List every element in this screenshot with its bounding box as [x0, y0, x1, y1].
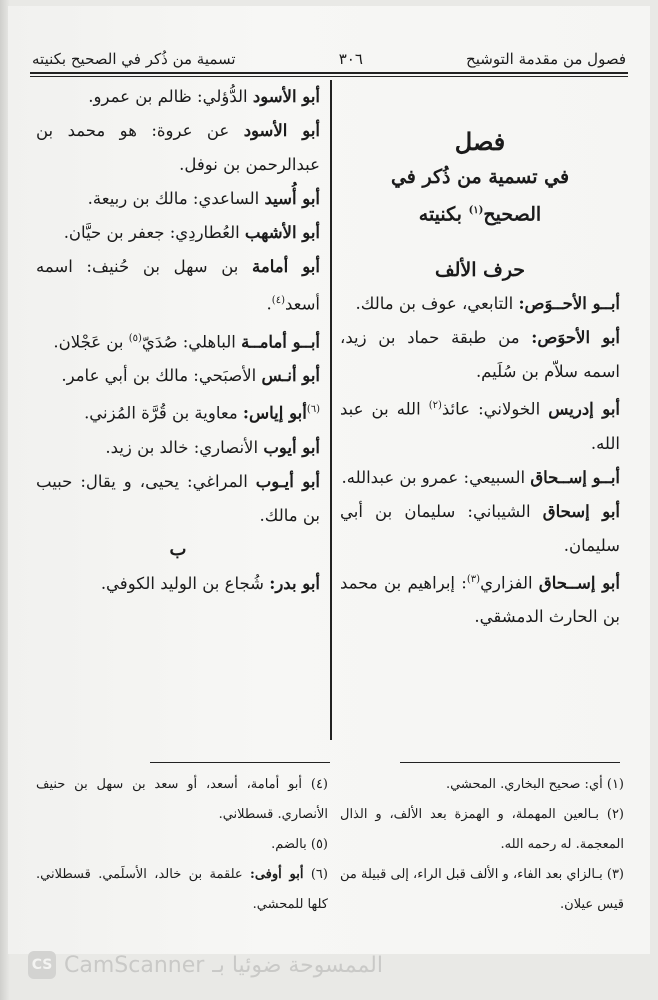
watermark-brand: CamScanner: [64, 952, 205, 978]
entry: [36, 567, 320, 601]
entry-kunya: أبو أيـوب: [255, 471, 320, 491]
entry-text: الله بن عبد الله.: [340, 399, 620, 453]
footnote: (٢) بـالعين المهملة، و الهمزة بعد الألف، و الذال المعجمة. له رحمه الله.: [340, 807, 624, 852]
footnote-rule-left: [150, 762, 330, 763]
entry-text: .: [266, 294, 272, 314]
entry-text: بن عَجْلان.: [53, 332, 129, 351]
entry-text: الخولاني: عائذ: [441, 399, 549, 419]
footnote-ref: (١): [468, 205, 484, 216]
footnote-ref: (٤): [271, 295, 285, 306]
entry: [36, 216, 320, 250]
footnote-kunya: أبو أوفى:: [250, 867, 304, 882]
footnote-ref: (٦): [306, 404, 320, 415]
entry-text: العُطاردِي: جعفر بن حيَّان.: [63, 223, 245, 242]
chapter-title-block: [340, 124, 620, 231]
header-left-title: تسمية من ذُكر في الصحيح بكنيته: [32, 50, 236, 68]
entry-kunya: أبو الأسود: [243, 121, 320, 140]
header-right-title: فصول من مقدمة التوشيح: [466, 50, 626, 68]
footnote-text: علقمة بن خالد، الأسلَمي. قسطلاني. كلها للمحشي.: [36, 867, 328, 912]
footnote-ref: (٥): [128, 332, 142, 344]
entry-kunya: أبو أنـس: [261, 366, 320, 385]
entry-text: عن عروة: هو محمد بن عبدالرحمن بن نوفل.: [36, 121, 320, 174]
scanner-watermark: [0, 945, 658, 985]
letter-heading: حرف الألف: [434, 259, 526, 282]
entry-kunya: أبو الأحوَص:: [531, 328, 620, 348]
entry-kunya: أبو الأشهب: [244, 223, 320, 242]
subtitle-word: الصحيح: [483, 203, 542, 226]
entry-kunya: أبو أمامة: [252, 257, 320, 276]
subtitle-word: بكنيته: [418, 203, 462, 226]
header-rule-thin: [30, 76, 628, 77]
entry-kunya: أبو الأسود: [252, 87, 320, 106]
entry: [36, 465, 320, 533]
entry: [340, 389, 620, 461]
column-divider: [330, 80, 332, 740]
entry-kunya: أبو أيوب: [263, 437, 320, 457]
entry: [340, 461, 620, 495]
camscanner-logo-icon: CS: [28, 951, 56, 979]
entry-text: الدُّؤلي: ظالم بن عمرو.: [88, 87, 253, 106]
entry-text: السبيعي: عمرو بن عبدالله.: [341, 467, 531, 487]
entry: [340, 495, 620, 563]
entry-kunya: أبو إياس:: [242, 403, 307, 423]
chapter-subtitle-line2: [340, 194, 620, 231]
letter-heading-b: ب: [169, 538, 187, 560]
entry: [36, 182, 320, 216]
header-rule: [30, 72, 628, 74]
entry: [36, 322, 320, 360]
chapter-title: فصل: [454, 127, 506, 156]
footnote: (٥) بالضم.: [271, 837, 328, 852]
footnote: (٣) بـالزاي بعد الفاء، و الألف قبل الراء، إلى قبيلة من قيس عيلان.: [340, 867, 624, 912]
chapter-subtitle-line1: في تسمية من ذُكر في: [390, 166, 570, 188]
entry-text: التابعي، عوف بن مالك.: [355, 294, 519, 314]
footnote-rule-right: [400, 762, 620, 763]
footnote-number: (٦): [303, 867, 328, 882]
footnote: [36, 860, 328, 920]
entry-kunya: أبو إدريس: [548, 399, 620, 419]
entry: [36, 114, 320, 182]
entry-kunya: أبــو أمامــة: [241, 332, 320, 351]
entry-kunya: أبو بدر:: [269, 573, 320, 593]
entry: [36, 431, 320, 465]
entry-text: المراغي: يحيى، و يقال: حبيب بن مالك.: [36, 471, 320, 525]
entry-text: من طبقة حماد بن زيد، اسمه سلاّم بن سُلَيم.: [340, 328, 620, 382]
watermark-arabic: الممسوحة ضوئيا بـ: [212, 952, 384, 978]
footnote: (١) أي: صحيح البخاري. المحشي.: [445, 777, 624, 792]
entry: [340, 321, 620, 389]
entry-kunya: أبــو إســحاق: [530, 467, 620, 487]
running-header: [32, 48, 626, 70]
entry-text: الساعدي: مالك بن ربيعة.: [87, 189, 265, 208]
entry: [36, 393, 320, 431]
entry-text: الفزاري: [480, 573, 539, 593]
footnote: (٤) أبو أمامة، أسعد، أو سعد بن سهل بن حنيف الأنصاري. قسطلاني.: [36, 777, 328, 822]
entry-kunya: أبــو الأحــوَص:: [518, 294, 620, 314]
right-entries: [340, 287, 620, 634]
footnote-ref: (٢): [428, 400, 442, 412]
entry-text: شُجاع بن الوليد الكوفي.: [100, 573, 270, 593]
entry: [340, 563, 620, 635]
entry-text: الأصبَحي: مالك بن أبي عامر.: [61, 366, 262, 385]
entry-text: معاوية بن قُرَّة المُزني.: [84, 403, 243, 423]
entry-text: بن سهل بن حُنيف: اسمه أسعد: [36, 257, 320, 314]
footnotes-left: [36, 770, 328, 920]
left-column: [36, 80, 320, 601]
entry: [36, 80, 320, 114]
footnote-ref: (٣): [466, 573, 481, 585]
entry-text: الباهلي: صُدَيّ: [141, 332, 242, 351]
entry: [36, 250, 320, 322]
footnotes-right: [340, 770, 624, 920]
right-column: [340, 80, 620, 634]
entry: [340, 287, 620, 321]
entry-text: الأنصاري: خالد بن زيد.: [105, 437, 264, 457]
entry-kunya: أبو أُسيد: [264, 189, 320, 208]
entry-kunya: أبو إســحاق: [538, 573, 620, 593]
entry-kunya: أبو إسحاق: [542, 501, 621, 521]
entry: [36, 359, 320, 393]
entry-text: : إبراهيم بن محمد بن الحارث الدمشقي.: [340, 573, 620, 627]
page-number: ٣٠٦: [338, 50, 363, 68]
entry-text: الشيباني: سليمان بن أبي سليمان.: [340, 501, 620, 555]
